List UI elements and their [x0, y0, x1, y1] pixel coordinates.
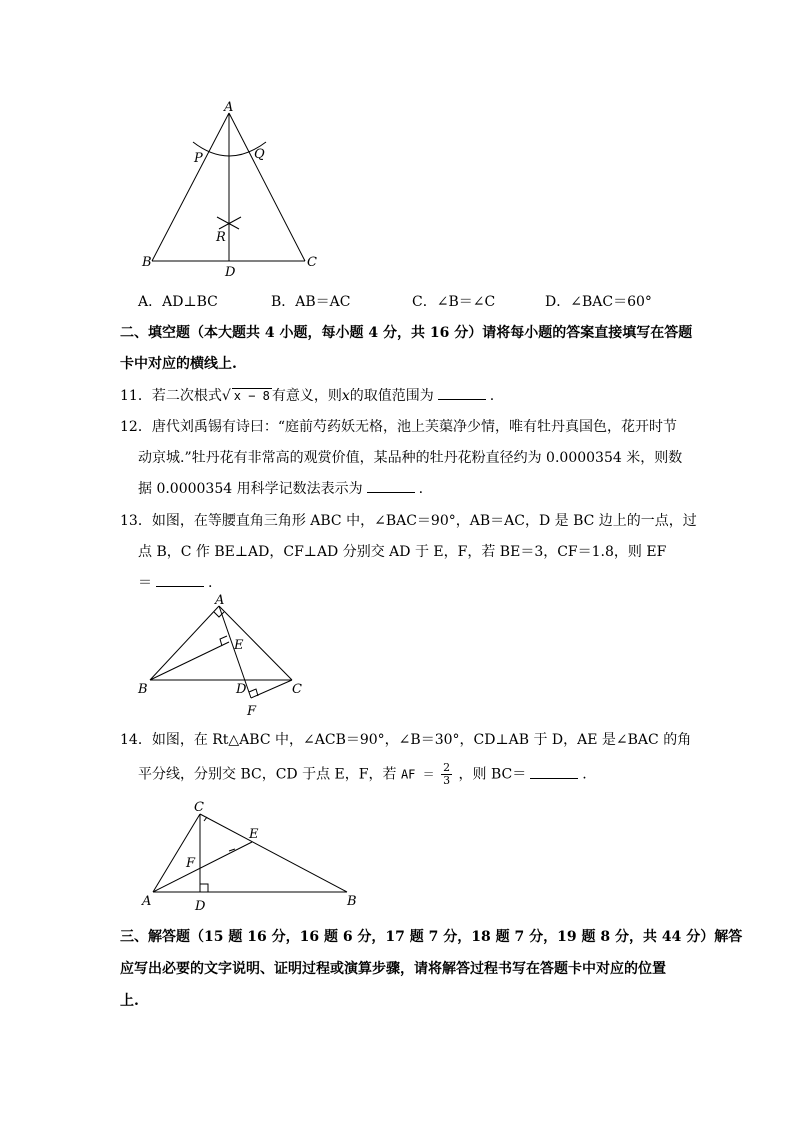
label-c: C	[194, 800, 204, 815]
q14-answer-blank	[530, 766, 578, 779]
q11-radicand: x − 8	[233, 389, 270, 403]
question-12-line1: 12．唐代刘禹锡有诗曰：“庭前芍药妖无格，池上芙蕖净少情，唯有牡丹真国色，花开时节	[120, 419, 677, 435]
segment-ac	[219, 606, 292, 680]
q13-answer-blank	[156, 574, 204, 587]
question-13-line2: 点 B，C 作 BE⊥AD，CF⊥AD 分别交 AD 于 E，F，若 BE＝3，CF＝1.8，则 EF	[138, 544, 667, 560]
section3-heading-line3: 上.	[120, 993, 139, 1009]
label-d: D	[236, 682, 247, 697]
q10-option-b: B．AB＝AC	[271, 294, 351, 310]
q10-option-d: D．∠BAC＝60°	[545, 294, 652, 310]
right-angle-d	[200, 884, 208, 892]
section2-heading-line1: 二、填空题（本大题共 4 小题，每小题 4 分，共 16 分）请将每小题的答案直接填写在答题	[120, 325, 693, 341]
figure-triangle-construction	[135, 95, 325, 280]
label-e: E	[249, 827, 259, 842]
q11-prefix: 11．若二次根式	[120, 388, 222, 404]
q10-option-a: A．AD⊥BC	[138, 294, 218, 310]
label-d: D	[195, 899, 206, 914]
label-f: F	[186, 856, 196, 871]
label-p: P	[194, 151, 203, 166]
question-13-line1: 13．如图，在等腰直角三角形 ABC 中，∠BAC＝90°，AB＝AC，D 是 BC 边上的一点，过	[120, 513, 697, 529]
label-a: A	[224, 100, 234, 115]
right-angle-c	[204, 817, 207, 821]
question-14-line1: 14．如图，在 Rt△ABC 中，∠ACB＝90°，∠B＝30°，CD⊥AB 于 D，AE 是∠BAC 的角	[120, 732, 692, 748]
arc-r-left	[217, 217, 239, 229]
label-b: B	[347, 894, 357, 909]
label-c: C	[307, 255, 317, 270]
section2-heading-line2: 卡中对应的横线上.	[120, 356, 237, 372]
segment-ab	[150, 606, 219, 680]
q14-fraction: $\frac{2}{3}$	[443, 761, 451, 787]
q12-answer-blank	[367, 480, 415, 493]
arc-r-right	[219, 217, 241, 229]
q11-var: x	[341, 388, 350, 404]
q11-middle: 有意义，则	[271, 388, 342, 404]
question-11: 11．若二次根式√ x − 8 有意义，则x的取值范围为 .	[120, 388, 495, 404]
figure-isosceles-right-triangle	[132, 592, 312, 720]
label-f: F	[247, 704, 257, 719]
segment-cf	[251, 680, 292, 698]
question-12-line2: 动京城.”牡丹花有非常高的观赏价值，某品种的牡丹花粉直径约为 0.0000354 米，则数	[138, 450, 683, 466]
q11-answer-blank	[438, 387, 486, 400]
label-b: B	[142, 255, 152, 270]
label-a: A	[215, 593, 225, 608]
label-r: R	[216, 230, 226, 245]
label-a: A	[142, 894, 152, 909]
segment-ac	[229, 113, 305, 261]
segment-be	[150, 642, 229, 680]
figure-right-triangle-bisector	[140, 797, 370, 917]
label-q: Q	[254, 147, 265, 162]
label-b: B	[138, 682, 148, 697]
question-13-line3: ＝ .	[138, 575, 213, 591]
label-c: C	[292, 682, 302, 697]
section3-heading-line2: 应写出必要的文字说明、证明过程或演算步骤，请将解答过程书写在答题卡中对应的位置	[120, 961, 666, 977]
label-e: E	[234, 638, 244, 653]
q14-af: AF ＝	[400, 767, 435, 782]
section3-heading-line1: 三、解答题（15 题 16 分，16 题 6 分，17 题 7 分，18 题 7 分，19 题 8 分，共 44 分）解答	[120, 929, 743, 945]
sqrt-icon: √	[221, 388, 231, 404]
q11-suffix: 的取值范围为	[349, 388, 434, 404]
segment-cb	[200, 814, 347, 892]
question-12-line3: 据 0.0000354 用科学记数法表示为 .	[138, 481, 424, 497]
q10-option-c: C．∠B＝∠C	[412, 294, 496, 310]
question-14-line2: 平分线，分别交 BC，CD 于点 E，F，若 AF ＝ $\frac{2}{3}$ ，则 BC＝ .	[138, 761, 587, 787]
label-d: D	[225, 265, 236, 280]
